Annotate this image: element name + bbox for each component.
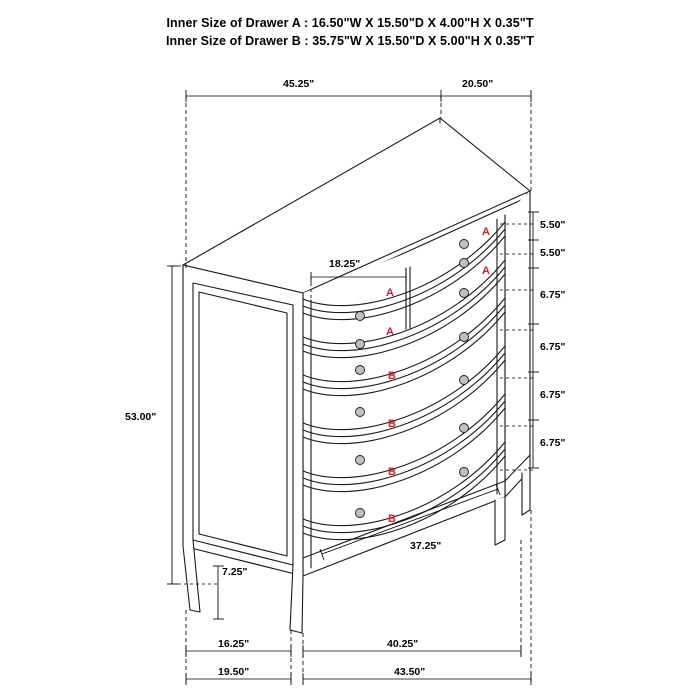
- knob-r3: [460, 289, 469, 298]
- dim-label-front-base-width: 40.25": [387, 638, 419, 650]
- drawer-letter-b-1: B: [388, 370, 396, 382]
- right-rear-leg: [522, 470, 530, 515]
- inner-size-drawer-b-text: Inner Size of Drawer B : 35.75"W X 15.50"D X 5.00"H X 0.35"T: [165, 34, 535, 48]
- dim-label-small-drawer-width: 18.25": [329, 258, 361, 270]
- knob-r7: [460, 468, 469, 477]
- dim-label-right-1: 5.50": [540, 219, 566, 231]
- dim-label-overall-height: 53.00": [125, 411, 157, 423]
- knob-b1: [356, 366, 365, 375]
- knob-l2: [356, 340, 365, 349]
- drawer-letter-b-4: B: [388, 513, 396, 525]
- right-side-panel: [505, 191, 530, 497]
- drawer-letter-a-2: A: [482, 265, 490, 277]
- dim-label-side-total-depth: 19.50": [218, 666, 250, 678]
- inner-size-drawer-a-text: Inner Size of Drawer A : 16.50"W X 15.50"D X 4.00"H X 0.35"T: [166, 16, 534, 30]
- knob-r6: [460, 424, 469, 433]
- knob-r1: [460, 240, 469, 249]
- dim-label-right-6: 6.75": [540, 437, 566, 449]
- knob-r4: [460, 333, 469, 342]
- dim-label-leg-height: 7.25": [222, 566, 248, 578]
- drawer-letter-a-4: A: [386, 326, 394, 338]
- drawer-letter-a-1: A: [482, 226, 490, 238]
- dim-label-right-2: 5.50": [540, 247, 566, 259]
- left-front-leg: [290, 565, 303, 633]
- dim-label-side-base-depth: 16.25": [218, 638, 250, 650]
- dim-label-front-drawer-width: 37.25": [410, 540, 442, 552]
- drawer-letter-b-3: B: [388, 466, 396, 478]
- knob-b2: [356, 408, 365, 417]
- knob-b4: [356, 509, 365, 518]
- dim-label-right-3: 6.75": [540, 289, 566, 301]
- dim-label-right-4: 6.75": [540, 341, 566, 353]
- dim-label-front-total-width: 43.50": [394, 666, 426, 678]
- left-rear-leg: [183, 540, 200, 612]
- knob-r2: [460, 259, 469, 268]
- knob-b3: [356, 456, 365, 465]
- left-side-panel: [183, 265, 303, 576]
- drawer-letter-b-2: B: [388, 418, 396, 430]
- dim-label-top-left-width: 45.25": [283, 78, 315, 90]
- drawer-letter-a-3: A: [386, 287, 394, 299]
- knob-l1: [356, 312, 365, 321]
- dim-label-top-right-depth: 20.50": [462, 78, 494, 90]
- dim-label-right-5: 6.75": [540, 389, 566, 401]
- knob-r5: [460, 376, 469, 385]
- right-front-leg: [495, 497, 505, 545]
